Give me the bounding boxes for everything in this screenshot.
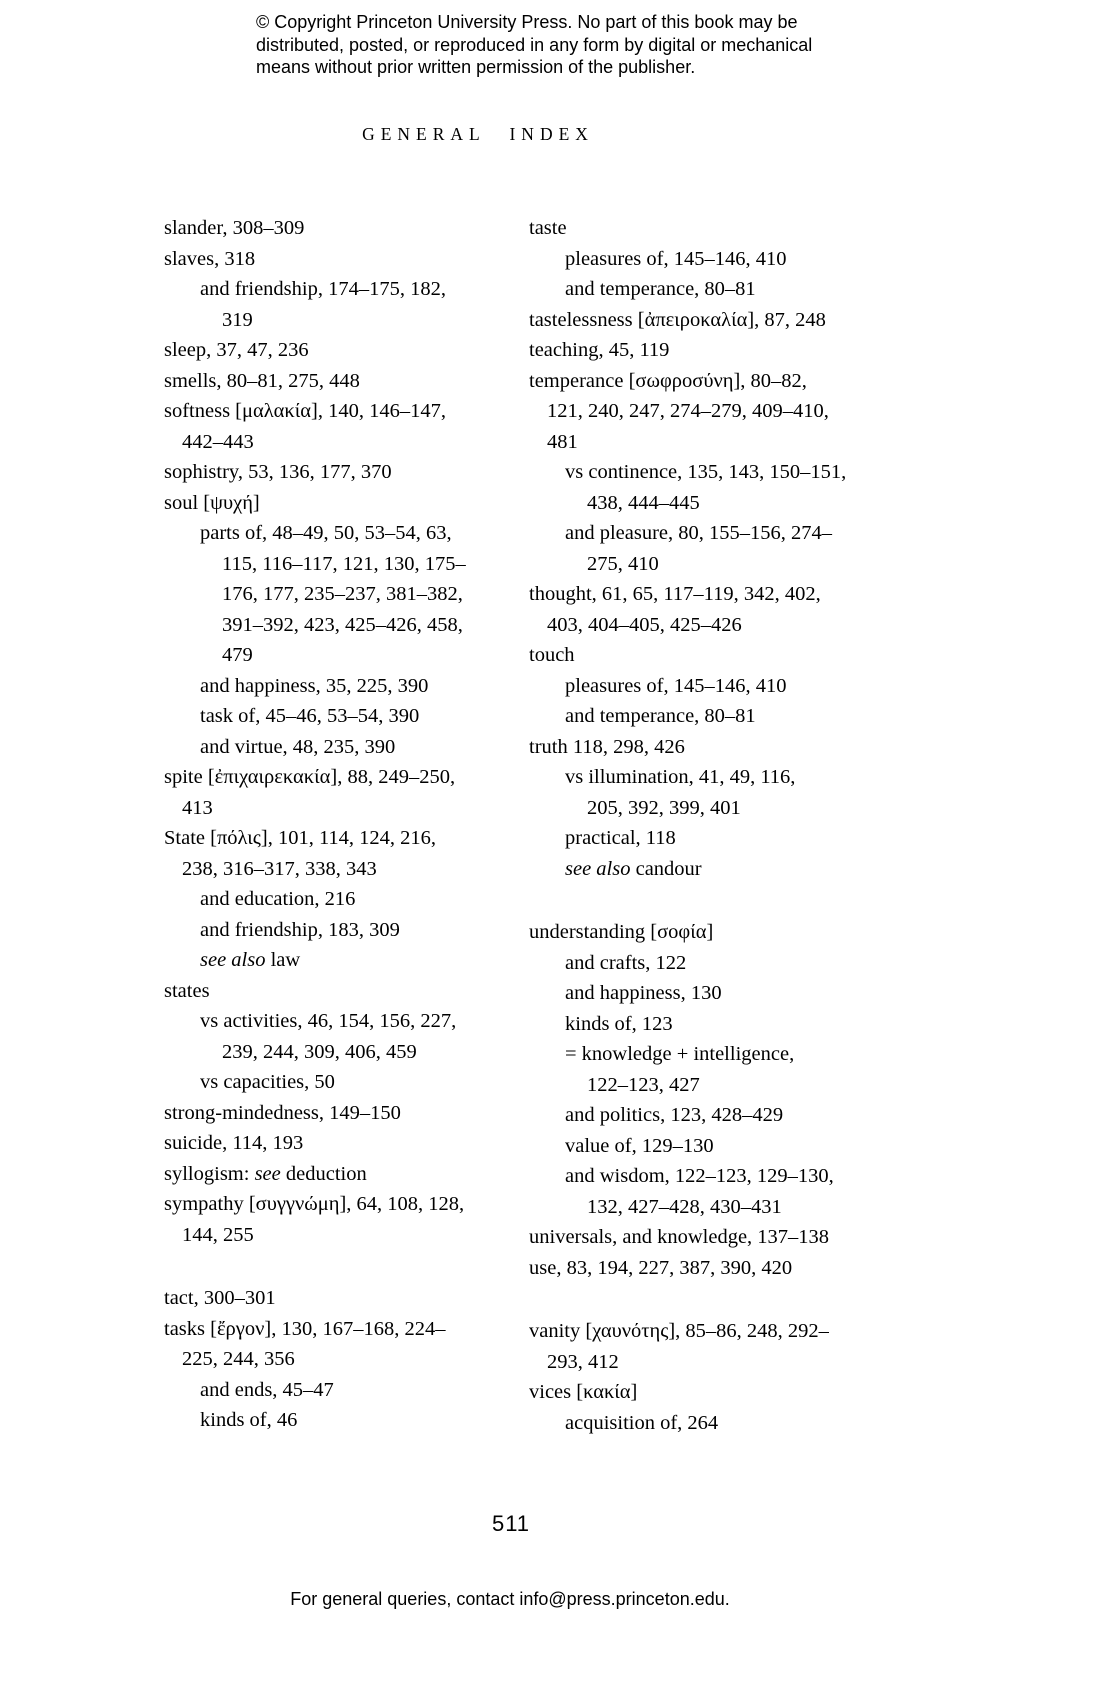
index-line: universals, and knowledge, 137–138 — [529, 1226, 830, 1248]
index-line: and politics, 123, 428–429 — [565, 1104, 784, 1126]
index-line: 132, 427–428, 430–431 — [587, 1195, 782, 1218]
index-line: soul [ψυχή] — [164, 491, 260, 514]
index-line: slander, 308–309 — [164, 217, 305, 239]
index-line: vices [κακία] — [529, 1381, 638, 1403]
index-line: and happiness, 35, 225, 390 — [200, 674, 429, 697]
index-line: and friendship, 174–175, 182, — [200, 278, 446, 300]
index-line: 403, 404–405, 425–426 — [547, 613, 742, 636]
section-gap — [529, 884, 949, 917]
index-right-column — [529, 213, 949, 1438]
index-line: 238, 316–317, 338, 343 — [182, 857, 377, 880]
index-line: 293, 412 — [547, 1350, 619, 1373]
copyright-line-1: © Copyright Princeton University Press. No part of this book may be — [256, 12, 798, 32]
index-line: touch — [529, 644, 575, 666]
index-line: 205, 392, 399, 401 — [587, 796, 741, 819]
index-line: pleasures of, 145–146, 410 — [565, 247, 787, 270]
index-line: thought, 61, 65, 117–119, 342, 402, — [529, 583, 821, 605]
index-line: and crafts, 122 — [565, 951, 687, 974]
index-line: 144, 255 — [182, 1223, 254, 1246]
index-line: use, 83, 194, 227, 387, 390, 420 — [529, 1256, 793, 1279]
index-line: 115, 116–117, 121, 130, 175– — [222, 552, 466, 575]
index-line: strong-mindedness, 149–150 — [164, 1101, 401, 1124]
index-line: and virtue, 48, 235, 390 — [200, 735, 396, 758]
index-line: taste — [529, 217, 567, 239]
index-line: 442–443 — [182, 430, 254, 453]
index-line: temperance [σωφροσύνη], 80–82, — [529, 369, 807, 392]
index-line: see also candour — [565, 857, 702, 880]
index-line: suicide, 114, 193 — [164, 1132, 304, 1154]
index-line: 438, 444–445 — [587, 491, 700, 514]
index-line: understanding [σοφία] — [529, 921, 714, 943]
index-line: tact, 300–301 — [164, 1287, 276, 1309]
index-line: acquisition of, 264 — [565, 1411, 719, 1434]
page-title: GENERAL INDEX — [362, 124, 594, 144]
footer-contact: For general queries, contact info@press.princeton.edu. — [290, 1589, 730, 1609]
index-line: vs continence, 135, 143, 150–151, — [565, 461, 847, 483]
index-line: teaching, 45, 119 — [529, 339, 670, 361]
index-line: slaves, 318 — [164, 247, 256, 270]
index-line: 176, 177, 235–237, 381–382, — [222, 583, 463, 605]
index-line: softness [μαλακία], 140, 146–147, — [164, 400, 446, 422]
section-gap — [164, 1250, 529, 1283]
index-line: and education, 216 — [200, 888, 356, 910]
index-line: smells, 80–81, 275, 448 — [164, 369, 360, 392]
index-line: sophistry, 53, 136, 177, 370 — [164, 461, 392, 483]
index-line: states — [164, 979, 210, 1002]
index-left-column — [164, 213, 529, 1436]
index-line: parts of, 48–49, 50, 53–54, 63, — [200, 522, 452, 544]
index-line: and ends, 45–47 — [200, 1378, 334, 1401]
index-line: sleep, 37, 47, 236 — [164, 339, 309, 361]
page-number: 511 — [491, 1511, 531, 1536]
index-line: 225, 244, 356 — [182, 1348, 295, 1370]
index-line: 121, 240, 247, 274–279, 409–410, — [547, 400, 829, 422]
index-line: sympathy [συγγνώμη], 64, 108, 128, — [164, 1193, 465, 1215]
index-line: tastelessness [ἀπειροκαλία], 87, 248 — [529, 308, 826, 331]
index-line: 479 — [222, 644, 253, 666]
copyright-notice — [256, 11, 812, 79]
index-line: and pleasure, 80, 155–156, 274– — [565, 522, 833, 544]
index-line: State [πόλις], 101, 114, 124, 216, — [164, 827, 437, 849]
index-line: 275, 410 — [587, 552, 659, 575]
index-line: and temperance, 80–81 — [565, 278, 756, 300]
index-line: syllogism: see deduction — [164, 1162, 367, 1185]
index-line: 481 — [547, 430, 578, 453]
index-line: vs activities, 46, 154, 156, 227, — [200, 1010, 457, 1032]
index-line: and temperance, 80–81 — [565, 705, 756, 727]
index-line: kinds of, 46 — [200, 1409, 298, 1431]
index-line: 413 — [182, 796, 213, 819]
index-line: see also law — [200, 949, 301, 971]
section-gap — [529, 1283, 949, 1316]
index-line: and wisdom, 122–123, 129–130, — [565, 1165, 834, 1187]
index-line: vs capacities, 50 — [200, 1071, 335, 1093]
copyright-line-2: distributed, posted, or reproduced in any form by digital or mechanical — [256, 34, 813, 55]
index-line: and happiness, 130 — [565, 982, 722, 1004]
index-line: and friendship, 183, 309 — [200, 918, 400, 941]
index-line: 319 — [222, 308, 253, 331]
index-line: 122–123, 427 — [587, 1073, 700, 1096]
index-line: truth 118, 298, 426 — [529, 735, 685, 758]
index-line: tasks [ἔργον], 130, 167–168, 224– — [164, 1317, 446, 1340]
index-line: kinds of, 123 — [565, 1012, 673, 1035]
index-line: value of, 129–130 — [565, 1134, 714, 1157]
index-line: vs illumination, 41, 49, 116, — [565, 766, 796, 788]
index-line: = knowledge + intelligence, — [565, 1043, 795, 1065]
index-line: 391–392, 423, 425–426, 458, — [222, 613, 463, 636]
copyright-line-3: means without prior written permission of the publisher. — [256, 57, 696, 77]
index-line: task of, 45–46, 53–54, 390 — [200, 705, 420, 727]
index-line: spite [ἐπιχαιρεκακία], 88, 249–250, — [164, 766, 456, 788]
index-line: vanity [χαυνότης], 85–86, 248, 292– — [529, 1320, 829, 1342]
index-line: 239, 244, 309, 406, 459 — [222, 1040, 417, 1063]
index-line: pleasures of, 145–146, 410 — [565, 674, 787, 697]
index-line: practical, 118 — [565, 827, 676, 849]
